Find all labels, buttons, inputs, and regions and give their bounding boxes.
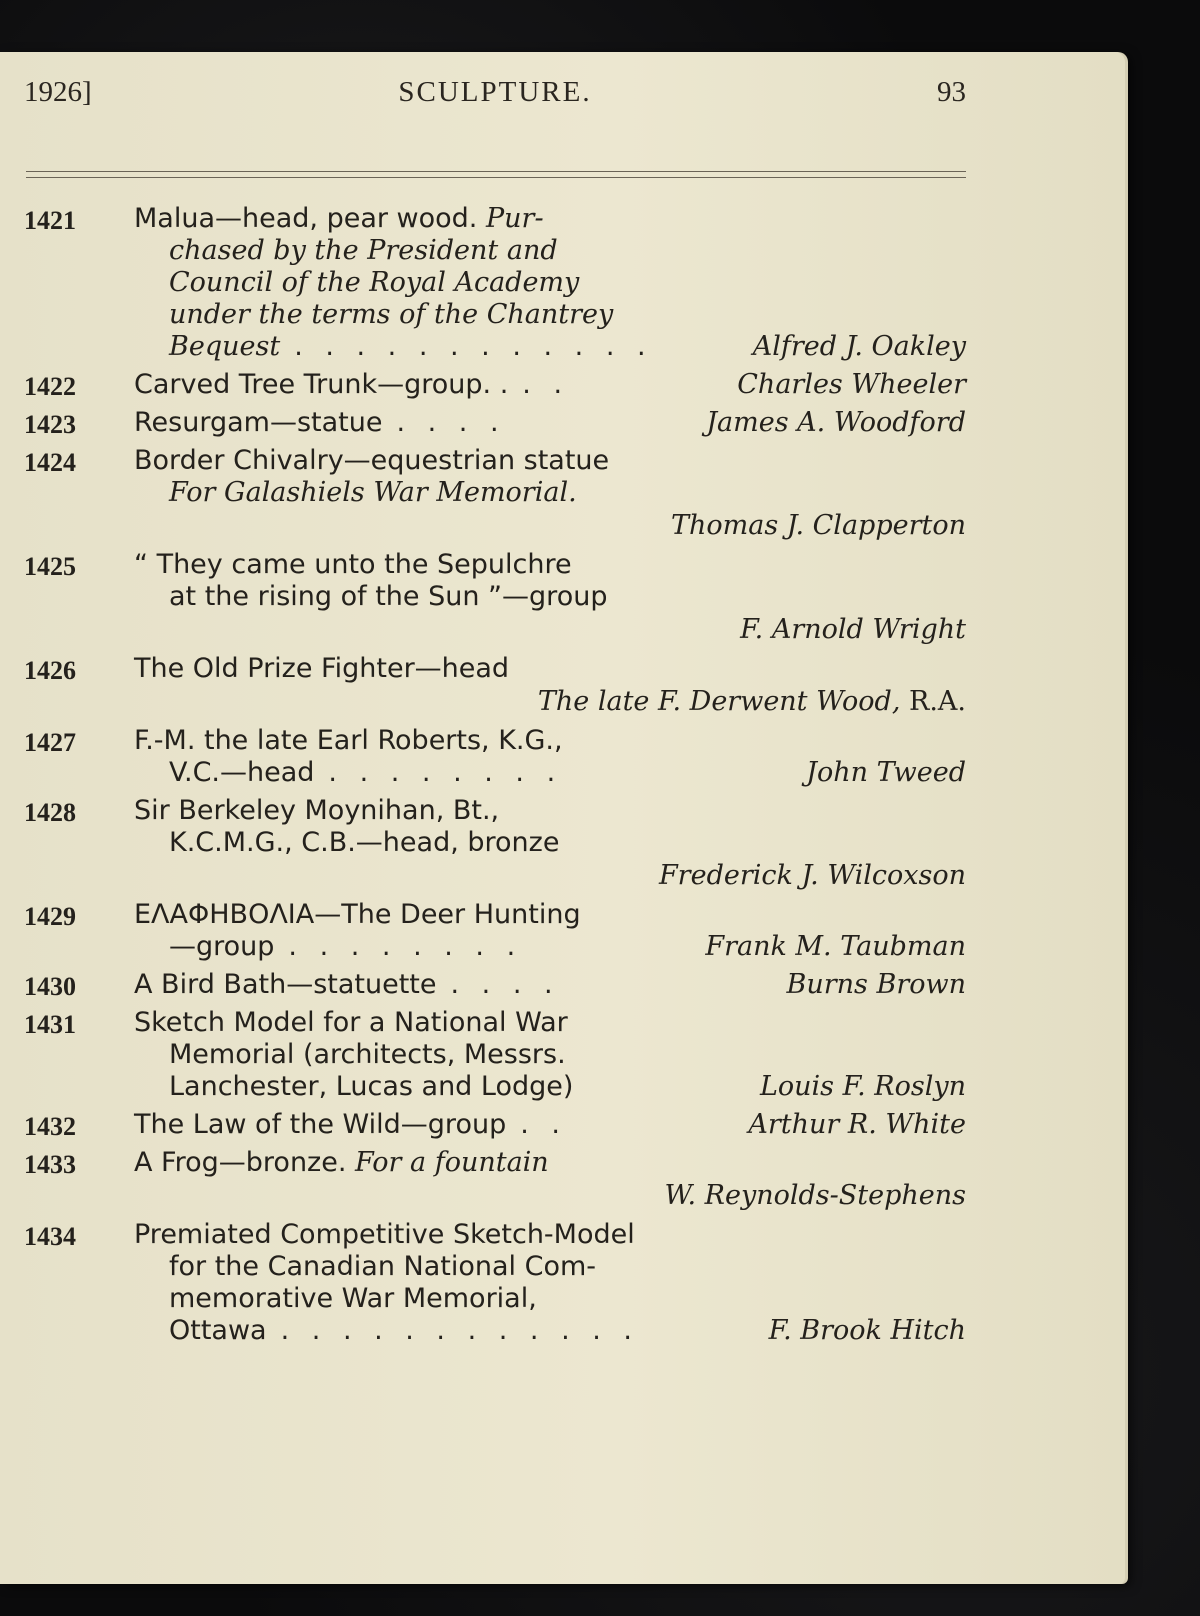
entry-title-cont: Lanchester, Lucas and Lodge) [169, 1071, 574, 1102]
entry-title: Sketch Model for a National War [134, 1007, 568, 1038]
catalogue-entry [24, 899, 966, 963]
entry-number: 1429 [24, 902, 76, 931]
artist-name: W. Reynolds-Stephens [664, 1180, 966, 1211]
entry-title-cont: for the Canadian National Com- [169, 1251, 597, 1282]
catalogue-entry [24, 549, 966, 647]
entry-title: Border Chivalry—equestrian statue [134, 445, 610, 476]
artist-name: Louis F. Roslyn [759, 1071, 966, 1102]
entry-number: 1430 [24, 972, 76, 1001]
entry-note-line: under the terms of the Chantrey [169, 299, 614, 330]
catalogue-entry [24, 445, 966, 543]
entry-title-cont: at the rising of the Sun ”—group [169, 581, 608, 612]
entry-title-cont: —group [169, 931, 275, 962]
artist-name: F. Brook Hitch [768, 1315, 966, 1346]
entry-number: 1434 [24, 1222, 76, 1251]
entry-number: 1422 [24, 372, 76, 401]
entry-note: For Galashiels War Memorial. [169, 477, 577, 508]
entry-number: 1432 [24, 1112, 76, 1141]
catalogue-entry [24, 203, 966, 363]
entry-title: A Bird Bath—statuette [134, 969, 437, 1000]
entry-title: The Old Prize Fighter—head [134, 653, 510, 684]
catalogue-entry [24, 369, 966, 401]
artist-name: Alfred J. Oakley [752, 331, 966, 362]
entry-title-cont: K.C.M.G., C.B.—head, bronze [169, 827, 560, 858]
entry-title: “ They came unto the Sepulchre [134, 549, 572, 580]
entry-note-line: Bequest [169, 331, 281, 362]
artist-name: The late F. Derwent Wood, [537, 686, 901, 717]
catalogue-entry [24, 795, 966, 893]
header-rule [26, 171, 966, 178]
leader-dots: . . . . . . . . . . . . [294, 331, 653, 362]
catalogue-entry [24, 1007, 966, 1103]
entry-title: Resurgam—statue [134, 407, 383, 438]
catalogue-entry [24, 1147, 966, 1213]
entry-title: Carved Tree Trunk—group. . [134, 369, 509, 400]
entry-number: 1427 [24, 728, 76, 757]
header-title: SCULPTURE. [398, 76, 592, 108]
entry-number: 1424 [24, 448, 76, 477]
header-year: 1926] [24, 76, 92, 108]
entry-number: 1433 [24, 1150, 76, 1179]
entry-title: Malua—head, pear wood. [134, 203, 478, 234]
entry-number: 1426 [24, 656, 76, 685]
catalogue-entry [24, 969, 966, 1001]
entry-title: A Frog—bronze. [134, 1147, 347, 1178]
artist-name: F. Arnold Wright [740, 614, 966, 645]
catalogue-entry [24, 725, 966, 789]
entry-number: 1421 [24, 206, 76, 235]
entry-number: 1423 [24, 410, 76, 439]
entry-title: ΕΛΑΦΗΒΟΛΙΑ—The Deer Hunting [134, 899, 581, 930]
artist-name: Frederick J. Wilcoxson [658, 860, 966, 891]
leader-dots: . . [520, 1109, 567, 1140]
artist-name: Arthur R. White [748, 1109, 966, 1140]
page-header [24, 76, 966, 116]
entry-title: Premiated Competitive Sketch-Model [134, 1219, 635, 1250]
artist-name: Burns Brown [786, 969, 966, 1000]
catalogue-entry [24, 653, 966, 719]
entry-title-cont: Ottawa [169, 1315, 267, 1346]
leader-dots: . . . . [396, 407, 506, 438]
leader-dots: . . . . . . . . [328, 757, 563, 788]
artist-name: Thomas J. Clapperton [670, 510, 966, 541]
leader-dots: . . . . . . . . . . . . [280, 1315, 640, 1346]
leader-dots: . . [522, 369, 570, 400]
leader-dots: . . . . . . . . [288, 931, 523, 962]
entry-note-line: chased by the President and [169, 235, 558, 266]
entry-note: Pur- [477, 203, 544, 234]
entry-note-line: Council of the Royal Academy [169, 267, 580, 298]
catalogue-list [24, 203, 966, 1353]
catalogue-entry [24, 407, 966, 439]
entry-number: 1425 [24, 552, 76, 581]
catalogue-entry [24, 1219, 966, 1347]
artist-suffix: R.A. [900, 686, 966, 717]
entry-title: F.-M. the late Earl Roberts, K.G., [134, 725, 563, 756]
artist-name: James A. Woodford [706, 407, 966, 438]
catalogue-entry [24, 1109, 966, 1141]
artist-name: Charles Wheeler [737, 369, 966, 400]
page-number: 93 [937, 76, 966, 108]
entry-title: The Law of the Wild—group [134, 1109, 507, 1140]
leader-dots: . . . . [450, 969, 560, 1000]
entry-title: Sir Berkeley Moynihan, Bt., [134, 795, 500, 826]
entry-title-cont: V.C.—head [169, 757, 315, 788]
entry-number: 1428 [24, 798, 76, 827]
artist-name: John Tweed [806, 757, 966, 788]
entry-number: 1431 [24, 1010, 76, 1039]
entry-note: For a fountain [346, 1147, 549, 1178]
artist-name: Frank M. Taubman [705, 931, 966, 962]
entry-title-cont: memorative War Memorial, [169, 1283, 537, 1314]
entry-title-cont: Memorial (architects, Messrs. [169, 1039, 566, 1070]
